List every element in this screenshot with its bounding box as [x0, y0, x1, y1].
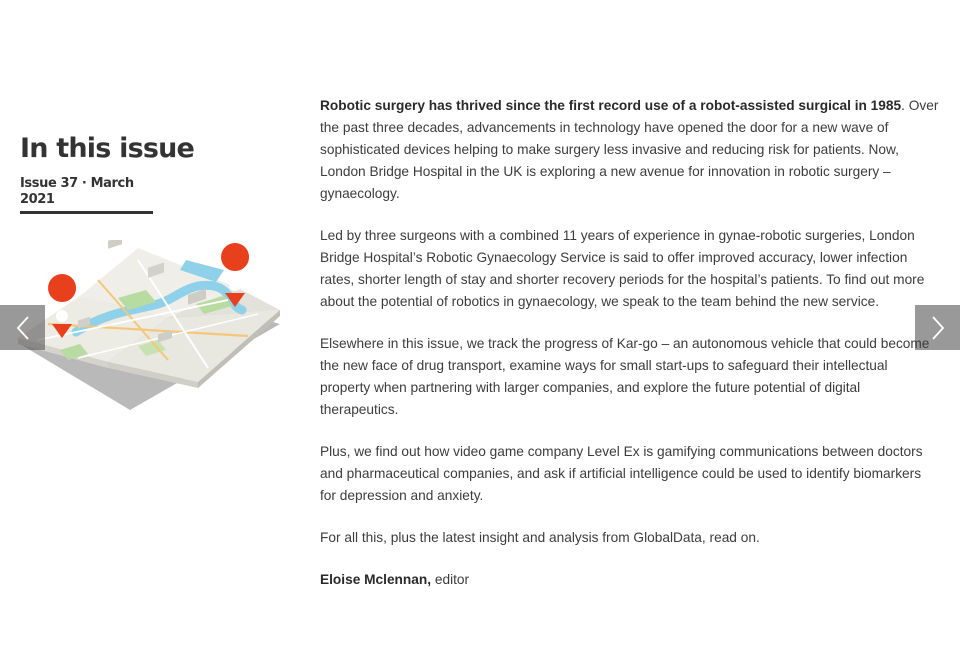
- issue-meta: Issue 37 · March 2021: [20, 176, 134, 207]
- editor-name: Eloise Mclennan,: [320, 572, 432, 587]
- editor-role: editor: [431, 572, 470, 587]
- elsewhere-paragraph: Elsewhere in this issue, we track the progress of Kar-go – an autonomous vehicle that could become the new face of drug transport, examine ways for small start-ups to safeguard their intellectual property when partnering with larger companies, and explore the future potential of digital therapeutics.: [320, 336, 930, 417]
- issue-heading: In this issue: [20, 133, 195, 164]
- intro-lede: Robotic surgery has thrived since the first record use of a robot-assisted surgical in 1985: [320, 98, 902, 113]
- intro-body: . Over the past three decades, advancements in technology have opened the door for a new wave of sophisticated devices helping to make surgery less invasive and reducing risk for patients. Now, London Bridge Hospital in the UK is exploring a new avenue for innovation in robotic surgery – gynaecology.: [320, 98, 939, 201]
- chevron-left-icon: [15, 315, 31, 341]
- intro-paragraph: [320, 95, 940, 205]
- city-map-icon: [18, 240, 282, 412]
- closing-paragraph: For all this, plus the latest insight and analysis from GlobalData, read on.: [320, 530, 760, 545]
- editor-letter: [320, 95, 940, 611]
- heading-divider: [20, 211, 153, 214]
- signature: [320, 569, 940, 591]
- plus-paragraph: Plus, we find out how video game company Level Ex is gamifying communications between doctors and pharmaceutical companies, and ask if artificial intelligence could be used to identify biomarkers for depression and anxiety.: [320, 444, 923, 503]
- previous-slide-button[interactable]: [0, 305, 45, 350]
- service-paragraph: Led by three surgeons with a combined 11 years of experience in gynae-robotic surgeries, London Bridge Hospital’s Robotic Gynaecology Service is said to offer improved accuracy, lower infection rates, shorter length of stay and shorter recovery periods for the hospital’s patients. To find out more about the potential of robotics in gynaecology, we speak to the team behind the new service.: [320, 228, 925, 309]
